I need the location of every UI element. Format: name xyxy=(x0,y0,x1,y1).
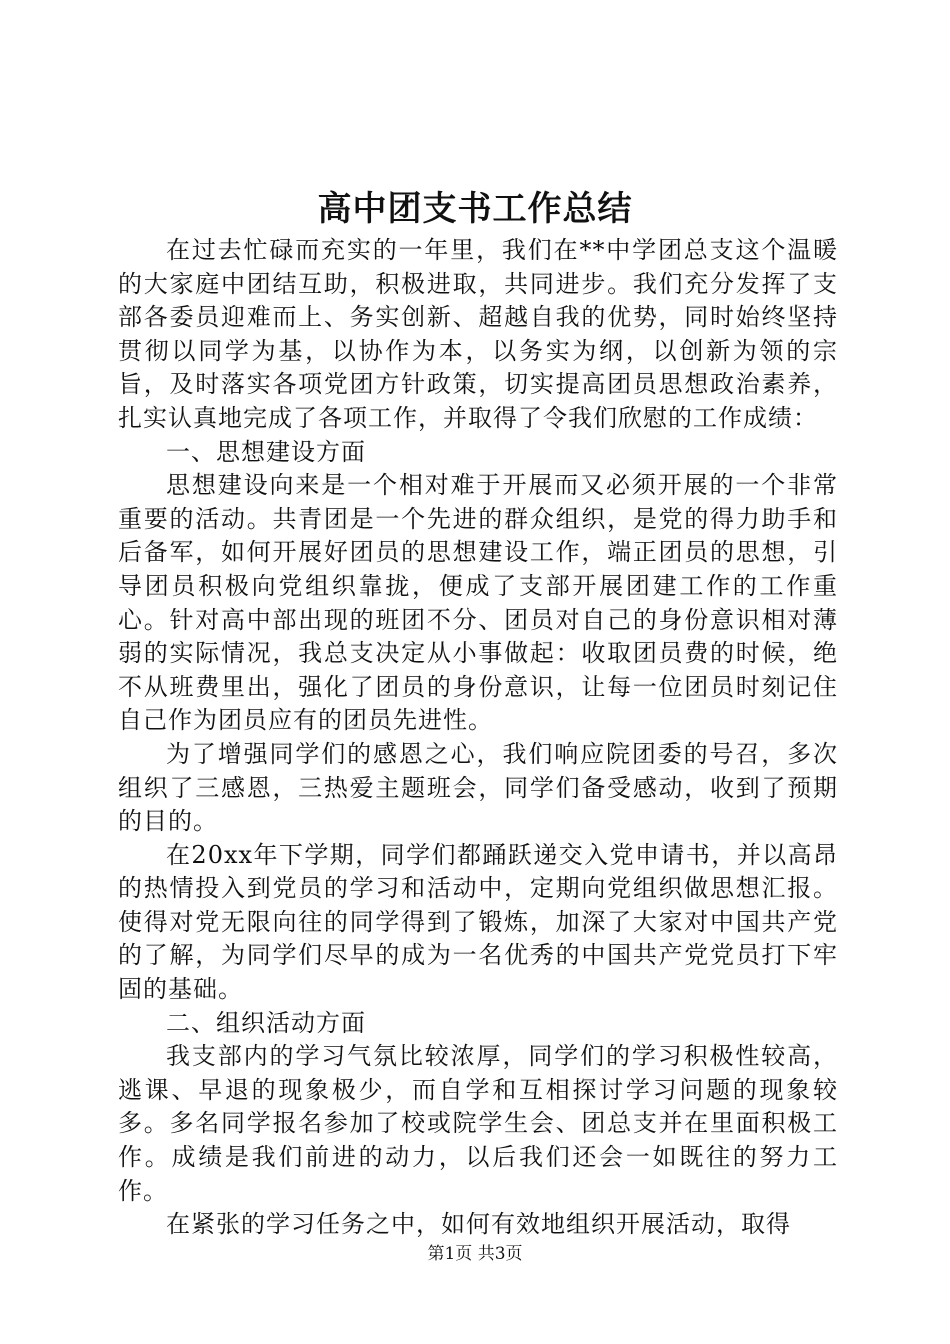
page-title: 高中团支书工作总结 xyxy=(317,189,633,229)
section-heading-ideology: 一、思想建设方面 xyxy=(166,437,366,466)
page-footer: 第1页 共3页 xyxy=(427,1244,523,1264)
paragraph-study-atmosphere: 我支部内的学习气氛比较浓厚，同学们的学习积极性较高，逃课、早退的现象极少，而自学和互相探讨学习问题的现象较多。多名同学报名参加了校或院学生会、团总支并在里面积极工作。成绩是我们前进的动力，以后我们还会一如既往的努力工作。 xyxy=(118,1042,838,1205)
document-body xyxy=(118,234,838,1242)
paragraph-activities-continued: 在紧张的学习任务之中，如何有效地组织开展活动，取得 xyxy=(166,1210,791,1239)
paragraph-ideology: 思想建设向来是一个相对难于开展而又必须开展的一个非常重要的活动。共青团是一个先进的群众组织，是党的得力助手和后备军，如何开展好团员的思想建设工作，端正团员的思想，引导团员积极向党组织靠拢，便成了支部开展团建工作的工作重心。针对高中部出现的班团不分、团员对自己的身份意识相对薄弱的实际情况，我总支决定从小事做起：收取团员费的时候，绝不从班费里出，强化了团员的身份意识，让每一位团员时刻记住自己作为团员应有的团员先进性。 xyxy=(118,471,838,735)
paragraph-intro: 在过去忙碌而充实的一年里，我们在**中学团总支这个温暖的大家庭中团结互助，积极进取，共同进步。我们充分发挥了支部各委员迎难而上、务实创新、超越自我的优势，同时始终坚持贯彻以同学为基，以协作为本，以务实为纲，以创新为领的宗旨，及时落实各项党团方针政策，切实提高团员思想政治素养，扎实认真地完成了各项工作，并取得了令我们欣慰的工作成绩： xyxy=(118,236,838,432)
paragraph-party-application: 在20xx年下学期，同学们都踊跃递交入党申请书，并以高昂的热情投入到党员的学习和活动中，定期向党组织做思想汇报。使得对党无限向往的同学得到了锻炼，加深了大家对中国共产党的了解，为同学们尽早的成为一名优秀的中国共产党党员打下牢固的基础。 xyxy=(118,840,838,1004)
paragraph-gratitude: 为了增强同学们的感恩之心，我们响应院团委的号召，多次组织了三感恩，三热爱主题班会，同学们备受感动，收到了预期的目的。 xyxy=(118,739,838,836)
section-heading-activities: 二、组织活动方面 xyxy=(166,1008,366,1037)
